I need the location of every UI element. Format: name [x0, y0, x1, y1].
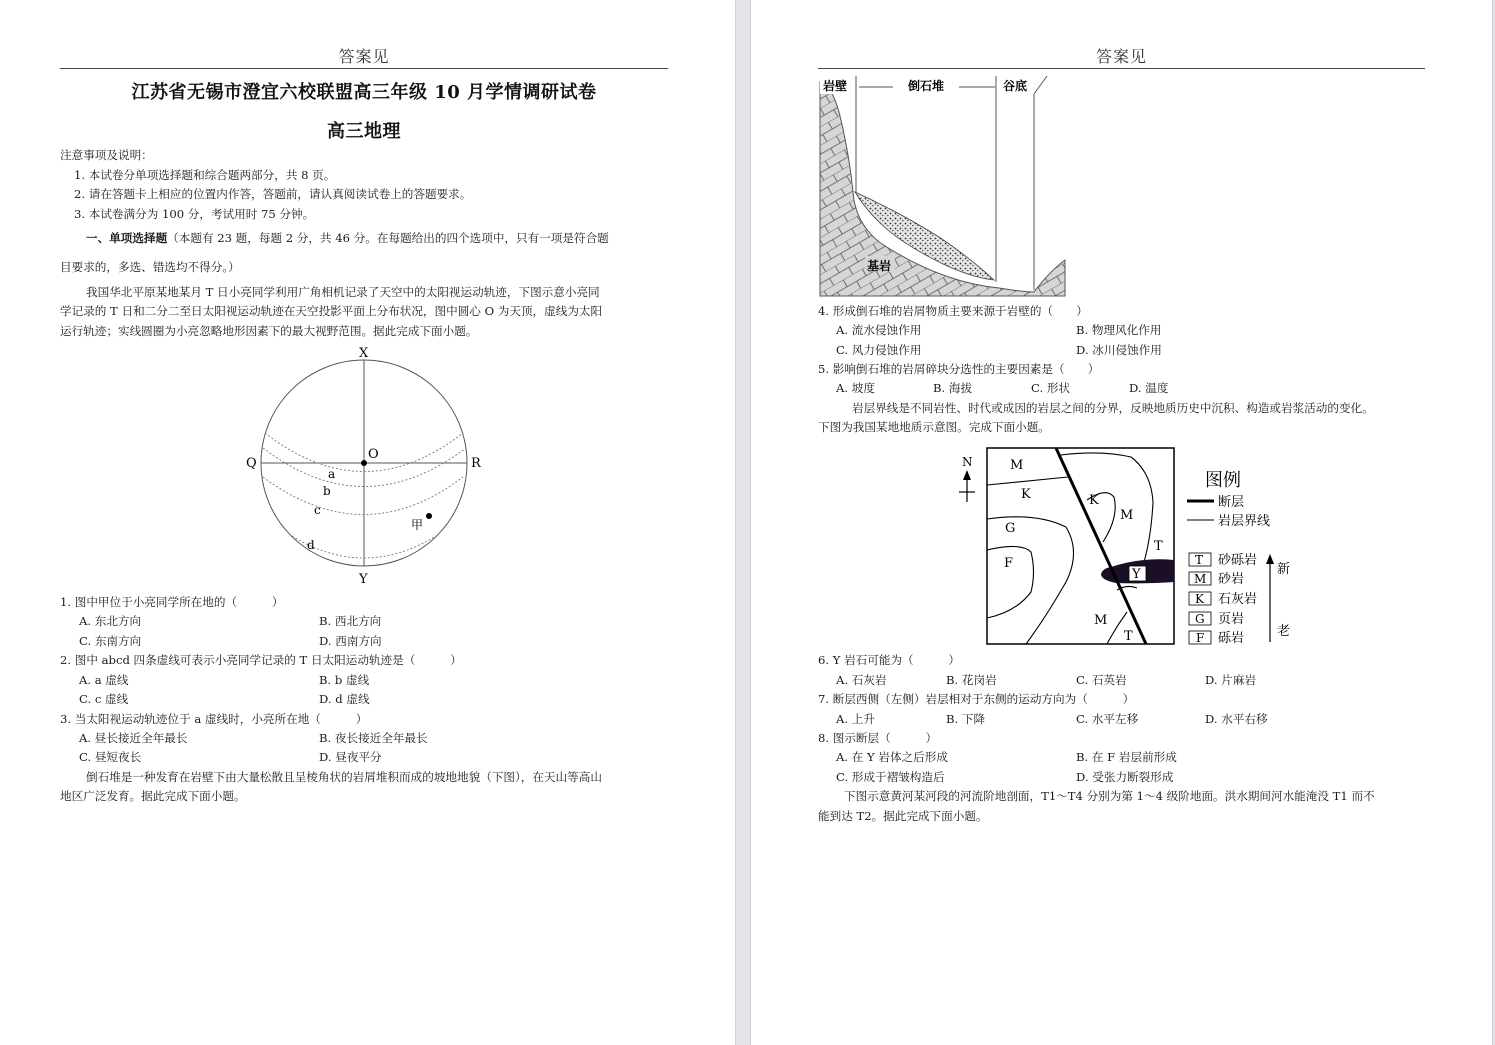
question-option: D. 冰川侵蚀作用	[1076, 343, 1162, 357]
section-desc: （本题有 23 题，每题 2 分，共 46 分。在每题给出的四个选项中，只有一项是符合题	[167, 231, 609, 245]
label-o: O	[368, 447, 379, 462]
label-r: R	[471, 456, 481, 471]
curve-label-a: a	[328, 467, 336, 481]
note-item: 3. 本试卷满分为 100 分，考试用时 75 分钟。	[74, 207, 315, 221]
header-rule	[60, 68, 668, 69]
question-option: D. 西南方向	[319, 634, 382, 648]
curve-label-c: c	[314, 503, 321, 517]
question-option: C. 昼短夜长	[79, 750, 142, 764]
question-option: C. 风力侵蚀作用	[836, 343, 922, 357]
curve-label-b: b	[323, 484, 331, 498]
curve-label-d: d	[307, 538, 315, 552]
header-rule	[818, 68, 1425, 69]
question-option: C. 形成于褶皱构造后	[836, 770, 945, 784]
question-option: C. 形状	[1031, 381, 1071, 395]
question-stem: 4. 形成倒石堆的岩屑物质主要来源于岩壁的（ ）	[818, 304, 1088, 318]
legend-title: 图例	[1205, 470, 1241, 491]
question-option: C. 石英岩	[1076, 673, 1127, 687]
section-heading	[86, 229, 609, 249]
page-gutter	[735, 0, 751, 1045]
question-stem: 3. 当太阳视运动轨迹位于 a 虚线时，小亮所在地（ ）	[60, 712, 368, 726]
intro-paragraph-line: 能到达 T2。据此完成下面小题。	[818, 809, 988, 823]
note-item: 1. 本试卷分单项选择题和综合题两部分，共 8 页。	[74, 168, 336, 182]
document-page-right	[751, 0, 1492, 1045]
question-option: D. 片麻岩	[1205, 673, 1257, 687]
label-cliff: 岩壁	[823, 79, 848, 93]
section-label: 一、单项选择题	[86, 231, 168, 245]
svg-text:F: F	[1196, 631, 1205, 645]
svg-text:G: G	[1195, 612, 1205, 626]
notes-heading: 注意事项及说明：	[60, 148, 153, 162]
question-option: D. 受张力断裂形成	[1076, 770, 1174, 784]
question-option: A. 上升	[836, 712, 875, 726]
region-label: M	[1010, 458, 1024, 473]
legend-rock-t	[1189, 552, 1257, 568]
svg-text:T: T	[1195, 553, 1204, 567]
question-option: B. b 虚线	[319, 673, 370, 687]
label-q: Q	[246, 456, 257, 471]
question-option: A. 昼长接近全年最长	[79, 731, 188, 745]
intro-paragraph-line: 学记录的 T 日和二分二至日太阳视运动轨迹在天空投影平面上分布状况，图中圆心 O 为天顶，虚线为太阳	[60, 304, 603, 318]
region-label: Y	[1132, 567, 1141, 582]
question-option: A. 坡度	[836, 381, 875, 395]
label-valley: 谷底	[1003, 79, 1028, 93]
svg-text:M: M	[1194, 572, 1207, 586]
label-y: Y	[359, 572, 368, 587]
intro-paragraph-line: 岩层界线是不同岩性、时代或成因的岩层之间的分界，反映地质历史中沉积、构造或岩浆活动的变化。	[852, 401, 1374, 415]
intro-paragraph-line: 倒石堆是一种发育在岩壁下由大量松散且呈棱角状的岩屑堆积而成的坡地地貌（下图），在天山等高山	[86, 770, 602, 784]
question-option: D. 温度	[1129, 381, 1169, 395]
legend-fault: 断层	[1218, 495, 1245, 510]
legend-rock-m	[1189, 571, 1244, 587]
region-label: K	[1021, 487, 1031, 502]
question-option: B. 西北方向	[319, 614, 382, 628]
note-item: 2. 请在答题卡上相应的位置内作答，答题前，请认真阅读试卷上的答题要求。	[74, 187, 472, 201]
age-old-label: 老	[1277, 624, 1291, 639]
svg-text:石灰岩: 石灰岩	[1218, 592, 1258, 607]
question-option: C. c 虚线	[79, 692, 129, 706]
question-stem: 6. Y 岩石可能为（ ）	[818, 653, 961, 667]
region-label: G	[1005, 521, 1016, 536]
question-option: D. 水平右移	[1205, 712, 1268, 726]
north-label: N	[962, 455, 973, 469]
question-option: A. 东北方向	[79, 614, 142, 628]
question-option: B. 花岗岩	[946, 673, 997, 687]
region-label: T	[1154, 539, 1163, 554]
svg-text:砂砾岩: 砂砾岩	[1218, 553, 1258, 568]
question-option: B. 夜长接近全年最长	[319, 731, 428, 745]
region-label: M	[1120, 508, 1134, 523]
document-page-left	[0, 0, 735, 1045]
question-option: B. 在 F 岩层前形成	[1076, 750, 1177, 764]
question-option: A. a 虚线	[79, 673, 129, 687]
svg-text:砂岩: 砂岩	[1218, 572, 1245, 587]
legend-rock-g	[1189, 611, 1244, 627]
question-stem: 7. 断层西侧（左侧）岩层相对于东侧的运动方向为（ ）	[818, 692, 1135, 706]
svg-text:K: K	[1195, 592, 1204, 606]
exam-subject: 高三地理	[327, 121, 401, 142]
intro-paragraph-line: 下图示意黄河某河段的河流阶地剖面，T1～T4 分别为第 1～4 级阶地面。洪水期间河水能淹没 T1 而不	[844, 789, 1375, 803]
question-option: C. 水平左移	[1076, 712, 1139, 726]
page-header: 答案见	[338, 47, 390, 66]
label-scree: 倒石堆	[908, 79, 945, 93]
region-label: M	[1094, 613, 1108, 628]
svg-text:页岩: 页岩	[1218, 612, 1245, 627]
intro-paragraph-line: 我国华北平原某地某月 T 日小亮同学利用广角相机记录了天空中的太阳视运动轨迹，下图示意小亮同	[86, 285, 600, 299]
geologic-map-figure	[951, 442, 1301, 652]
question-option: B. 下降	[946, 712, 986, 726]
region-label: K	[1089, 493, 1099, 508]
intro-paragraph-line: 下图为我国某地地质示意图。完成下面小题。	[818, 420, 1050, 434]
age-new-label: 新	[1277, 562, 1291, 577]
question-option: C. 东南方向	[79, 634, 142, 648]
question-stem: 2. 图中 abcd 四条虚线可表示小亮同学记录的 T 日太阳运动轨迹是（ ）	[60, 653, 462, 667]
region-label: T	[1124, 629, 1133, 644]
question-option: D. 昼夜平分	[319, 750, 382, 764]
intro-paragraph-line: 运行轨迹；实线圆圈为小亮忽略地形因素下的最大视野范围。据此完成下面小题。	[60, 324, 478, 338]
question-option: A. 在 Y 岩体之后形成	[836, 750, 948, 764]
question-option: B. 物理风化作用	[1076, 323, 1162, 337]
question-stem: 8. 图示断层（ ）	[818, 731, 938, 745]
legend-boundary: 岩层界线	[1218, 514, 1271, 529]
legend-rock-f	[1189, 630, 1244, 646]
question-option: A. 石灰岩	[836, 673, 887, 687]
sun-path-figure	[240, 340, 500, 590]
intro-paragraph-line: 地区广泛发育。据此完成下面小题。	[60, 789, 246, 803]
section-desc-cont: 目要求的，多选、错选均不得分。）	[60, 260, 240, 274]
question-option: D. d 虚线	[319, 692, 370, 706]
label-jia: 甲	[411, 518, 424, 532]
region-label: F	[1004, 556, 1014, 571]
exam-title: 江苏省无锡市澄宜六校联盟高三年级 10 月学情调研试卷	[131, 82, 597, 103]
question-option: B. 海拔	[933, 381, 973, 395]
label-x: X	[359, 346, 369, 361]
question-stem: 5. 影响倒石堆的岩屑碎块分选性的主要因素是（ ）	[818, 362, 1100, 376]
label-bedrock: 基岩	[867, 259, 892, 273]
question-option: A. 流水侵蚀作用	[836, 323, 922, 337]
legend-rock-k	[1189, 591, 1257, 607]
page-header: 答案见	[1095, 47, 1147, 66]
question-stem: 1. 图中甲位于小亮同学所在地的（ ）	[60, 595, 284, 609]
scree-figure	[819, 72, 1069, 298]
svg-text:砾岩: 砾岩	[1218, 631, 1245, 646]
